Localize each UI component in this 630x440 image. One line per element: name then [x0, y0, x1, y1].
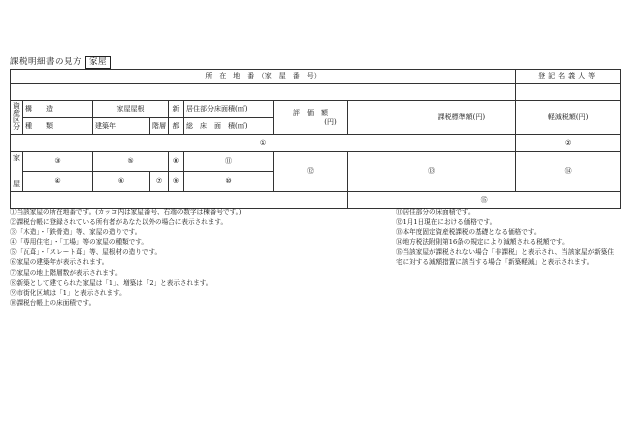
marker-9: ⑨	[169, 172, 184, 192]
header-location: 所 在 地 番 （家 屋 番 号）	[11, 70, 516, 84]
marker-5: ⑤	[93, 152, 169, 172]
floors-label: 階層	[150, 118, 169, 135]
note-item: ⑧新築として建てられた家屋は「1」、増築は「2」と表示されます。	[10, 278, 213, 287]
marker-15: ⑮	[348, 192, 621, 209]
note-item: ⑫1月1日現在における価格です。	[396, 218, 497, 227]
marker-14: ⑭	[516, 152, 621, 192]
note-item: ⑦家屋の地上階層数が表示されます。	[10, 268, 122, 277]
note-item: ⑬本年度固定資産税課税の基礎となる価格です。	[396, 228, 541, 237]
structure-label: 構 造	[23, 101, 93, 118]
tax-base-label: 課税標準額(円)	[348, 101, 516, 135]
title-text: 課税明細書の見方	[10, 57, 83, 67]
reduced-tax-label: 軽減税額(円)	[516, 101, 621, 135]
valuation-label	[274, 101, 348, 135]
note-item: ⑭地方税法附則第16条の規定により減額される税額です。	[396, 238, 569, 247]
asset-category-text: 資産区分	[12, 102, 21, 130]
city-label: 都	[169, 118, 184, 135]
house-label-bottom: 屋	[13, 180, 20, 188]
marker-10: ⑩	[184, 172, 274, 192]
marker-11: ⑪	[184, 152, 274, 172]
note-item: ④「専用住宅」・「工場」等の家屋の種類です。	[10, 238, 148, 247]
marker-7: ⑦	[150, 172, 169, 192]
marker-4: ④	[23, 172, 93, 192]
note-item: ⑥家屋の建築年が表示されます。	[10, 258, 109, 267]
marker-1: ①	[11, 135, 516, 152]
house-row-label	[11, 152, 23, 192]
roof-label: 家屋屋根	[93, 101, 169, 118]
marker-3: ③	[23, 152, 93, 172]
note-item: ⑩課税台帳上の床面積です。	[10, 298, 96, 307]
marker-8: ⑧	[169, 152, 184, 172]
note-item: ①当該家屋の所在地番です。(カッコ内は家屋番号、右端の数字は棟番号です。)	[10, 208, 242, 216]
build-year-label: 建築年	[93, 118, 150, 135]
residential-area-label: 居住部分床面積(㎡)	[184, 101, 274, 118]
total-area-label: 総 床 面 積(㎡)	[184, 118, 274, 135]
notes-left	[10, 207, 380, 308]
notes-right	[396, 207, 616, 268]
new-label: 新	[169, 101, 184, 118]
page-title	[10, 56, 111, 69]
marker-13: ⑬	[348, 152, 516, 192]
title-box-label: 家屋	[85, 56, 111, 69]
tax-detail-table	[10, 69, 621, 209]
note-item: ②課税台帳に登録されている所有者があなた以外の場合に表示されます。	[10, 218, 228, 227]
location-value-cell	[11, 84, 516, 101]
note-item: ③「木造」・「鉄骨造」等、家屋の造りです。	[10, 228, 142, 237]
owner-value-cell	[516, 84, 621, 101]
valuation-text: 評 価 額	[293, 108, 328, 117]
empty-bottom-cell	[11, 192, 348, 209]
note-item: ⑮当該家屋が課税されない場合「非課税」と表示され、当該家屋が新築住宅に対する減額措置に該当する場合「新築軽減」と表示されます。	[396, 248, 614, 267]
marker-2: ②	[516, 135, 621, 152]
house-label-top: 家	[13, 154, 20, 162]
note-item: ⑤「瓦葺」・「スレート葺」等、屋根材の造りです。	[10, 248, 162, 257]
asset-category-label	[11, 101, 23, 135]
marker-12: ⑫	[274, 152, 348, 192]
note-item: ⑪居住部分の床面積です。	[396, 208, 475, 216]
marker-6: ⑥	[93, 172, 150, 192]
note-item: ⑨市街化区域は「1」と表示されます。	[10, 288, 126, 297]
valuation-unit: (円)	[324, 117, 337, 126]
header-owner: 登記名義人等	[516, 70, 621, 84]
kind-label: 種 類	[23, 118, 93, 135]
